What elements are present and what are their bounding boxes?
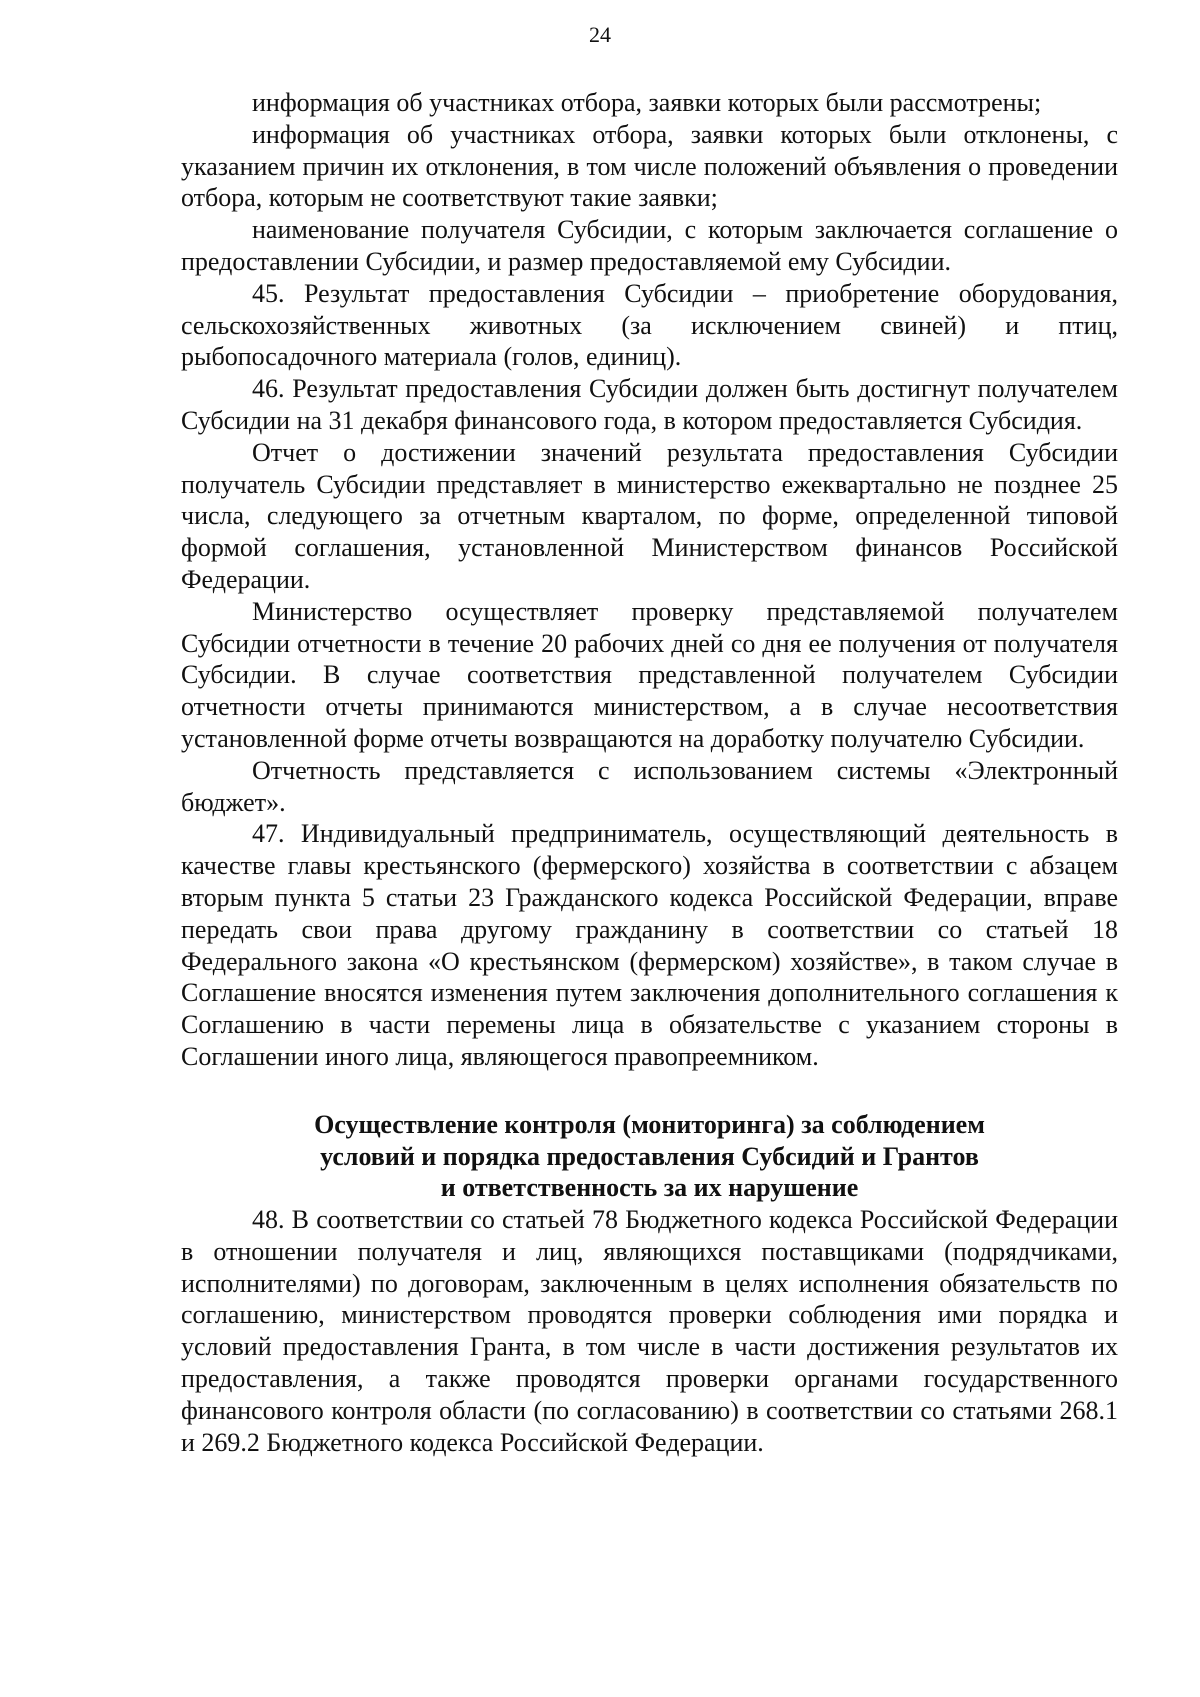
paragraph-reviewed-participants: информация об участниках отбора, заявки которых были рассмотрены; xyxy=(252,88,1042,117)
paragraph-item-46: 46. Результат предоставления Субсидии должен быть достигнут получателем Субсидии на 31 декабря финансового года, в котором предоставляется Субсидия. xyxy=(181,374,1118,435)
document-body xyxy=(181,87,1118,1458)
paragraph-electronic-budget: Отчетность представляется с использованием системы «Электронный бюджет». xyxy=(181,755,1118,817)
section-heading-line: и ответственность за их нарушение xyxy=(440,1173,859,1203)
paragraph-report-submission: Отчет о достижении значений результата предоставления Субсидии получатель Субсидии представляет в министерство ежеквартально не позднее 25 числа, следующего за отчетным кварталом, по форме, определенной типовой формой соглашения, установленной Министерством финансов Российской Федерации. xyxy=(181,437,1118,594)
page-number: 24 xyxy=(589,22,611,47)
paragraph-item-47: 47. Индивидуальный предприниматель, осуществляющий деятельность в качестве главы крестьянского (фермерского) хозяйства в соответствии с абзацем вторым пункта 5 статьи 23 Гражданского кодекса Российской Федерации, вправе передать свои права другому гражданину в соответствии со статьей 18 Федерального закона «О крестьянском (фермерском) хозяйстве», в таком случае в Соглашение вносятся изменения путем заключения дополнительного соглашения к Соглашению в части перемены лица в обязательстве с указанием стороны в Соглашении иного лица, являющегося правопреемником. xyxy=(181,819,1118,1071)
section-heading xyxy=(181,1109,1118,1204)
paragraph-report-verification: Министерство осуществляет проверку представляемой получателем Субсидии отчетности в течение 20 рабочих дней со дня ее получения от получателя Субсидии. В случае соответствия представленной получателем Субсидии отчетности отчеты принимаются министерством, а в случае несоответствия установленной форме отчеты возвращаются на доработку получателю Субсидии. xyxy=(181,596,1118,753)
paragraph-item-45: 45. Результат предоставления Субсидии – приобретение оборудования, сельскохозяйственных животных (за исключением свиней) и птиц, рыбопосадочного материала (голов, единиц). xyxy=(181,278,1118,372)
paragraph-item-48: 48. В соответствии со статьей 78 Бюджетного кодекса Российской Федерации в отношении получателя и лиц, являющихся поставщиками (подрядчиками, исполнителями) по договорам, заключенным в целях исполнения обязательств по соглашению, министерством проводятся проверки соблюдения ими порядка и условий предоставления Гранта, в том числе в части достижения результатов их предоставления, а также проводятся проверки органами государственного финансового контроля области (по согласованию) в соответствии со статьями 268.1 и 269.2 Бюджетного кодекса Российской Федерации. xyxy=(181,1205,1118,1457)
paragraph-recipient-name: наименование получателя Субсидии, с которым заключается соглашение о предоставлении Субсидии, и размер предоставляемой ему Субсидии. xyxy=(181,215,1118,276)
section-heading-line: Осуществление контроля (мониторинга) за соблюдением xyxy=(314,1109,985,1139)
paragraph-rejected-participants: информация об участниках отбора, заявки которых были отклонены, с указанием причин их отклонения, в том числе положений объявления о проведении отбора, которым не соответствуют такие заявки; xyxy=(181,119,1118,213)
section-heading-line: условий и порядка предоставления Субсидий и Грантов xyxy=(320,1141,979,1171)
